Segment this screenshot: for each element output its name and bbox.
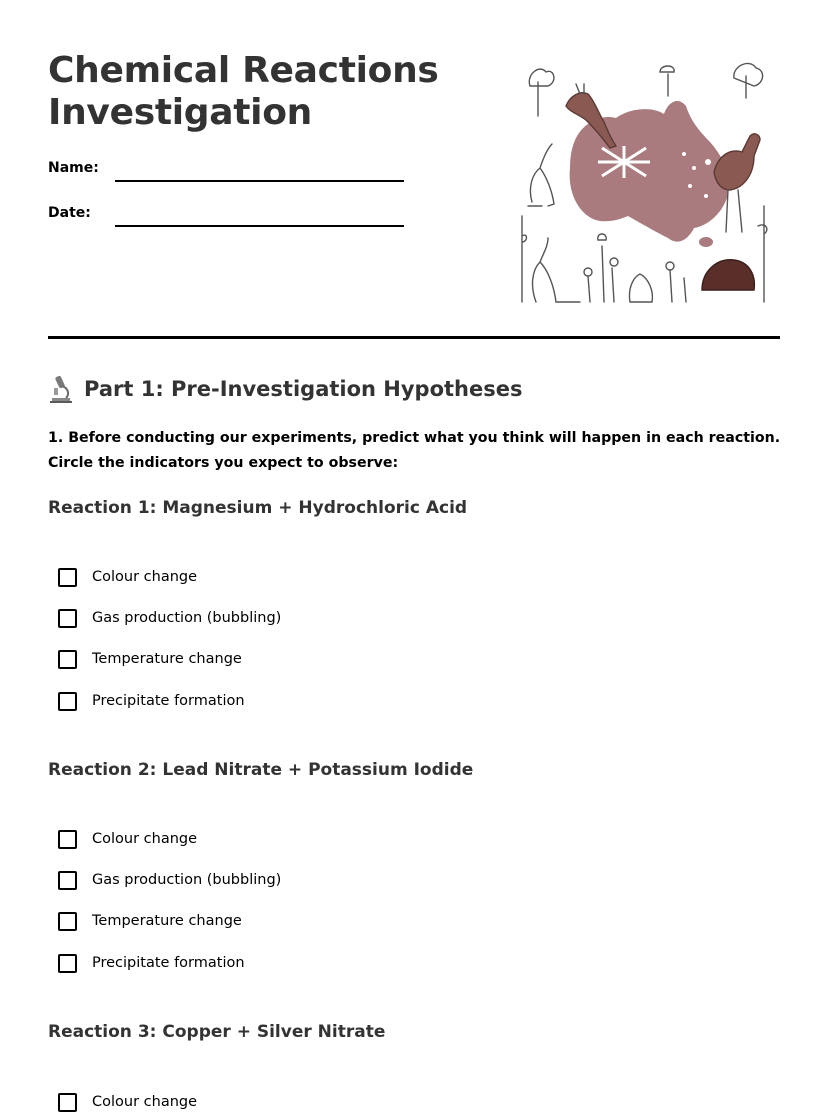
option-label: Temperature change — [92, 913, 242, 929]
microscope-icon — [48, 374, 74, 404]
checkbox[interactable] — [58, 609, 77, 628]
title-line-2: Investigation — [48, 92, 312, 133]
option-label: Colour change — [92, 569, 198, 585]
australia-animals-illustration — [518, 56, 774, 306]
reaction-3-option-colour-change[interactable] — [58, 1090, 197, 1114]
reaction-2-heading: Reaction 2: Lead Nitrate + Potassium Iodide — [48, 760, 474, 780]
reaction-1-heading: Reaction 1: Magnesium + Hydrochloric Acid — [48, 498, 468, 518]
checkbox[interactable] — [58, 954, 77, 973]
option-label: Colour change — [92, 1094, 198, 1110]
union-jack-icon — [598, 146, 650, 178]
date-label: Date: — [48, 205, 91, 221]
name-input-line[interactable] — [115, 180, 404, 182]
reaction-1-option-precipitate-formation[interactable] — [58, 689, 245, 713]
reaction-1-option-temperature-change[interactable] — [58, 647, 242, 671]
reaction-1-option-colour-change[interactable] — [58, 565, 197, 589]
option-label: Gas production (bubbling) — [92, 872, 282, 888]
reaction-2-option-precipitate-formation[interactable] — [58, 951, 245, 975]
option-label: Gas production (bubbling) — [92, 610, 282, 626]
reaction-2-option-temperature-change[interactable] — [58, 909, 242, 933]
checkbox[interactable] — [58, 568, 77, 587]
name-field-row — [48, 160, 408, 190]
reaction-3-heading: Reaction 3: Copper + Silver Nitrate — [48, 1022, 386, 1042]
reaction-1-option-gas-production[interactable] — [58, 606, 281, 630]
tasmania-shape — [699, 237, 713, 247]
date-input-line[interactable] — [115, 225, 404, 227]
reaction-2-option-colour-change[interactable] — [58, 827, 197, 851]
checkbox[interactable] — [58, 912, 77, 931]
title-line-1: Chemical Reactions — [48, 50, 439, 91]
page-title — [48, 50, 468, 134]
checkbox[interactable] — [58, 830, 77, 849]
part1-heading — [48, 372, 523, 406]
reaction-2-option-gas-production[interactable] — [58, 868, 281, 892]
option-label: Precipitate formation — [92, 955, 245, 971]
checkbox[interactable] — [58, 1093, 77, 1112]
option-label: Precipitate formation — [92, 693, 245, 709]
date-field-row — [48, 205, 408, 235]
question-1: 1. Before conducting our experiments, predict what you think will happen in each reaction. Circle the indicators you expect to observe: — [48, 430, 781, 471]
checkbox[interactable] — [58, 692, 77, 711]
section-divider — [48, 336, 780, 339]
checkbox[interactable] — [58, 650, 77, 669]
option-label: Temperature change — [92, 651, 242, 667]
name-label: Name: — [48, 160, 99, 176]
option-label: Colour change — [92, 831, 198, 847]
checkbox[interactable] — [58, 871, 77, 890]
part1-heading-text: Part 1: Pre-Investigation Hypotheses — [84, 377, 523, 401]
